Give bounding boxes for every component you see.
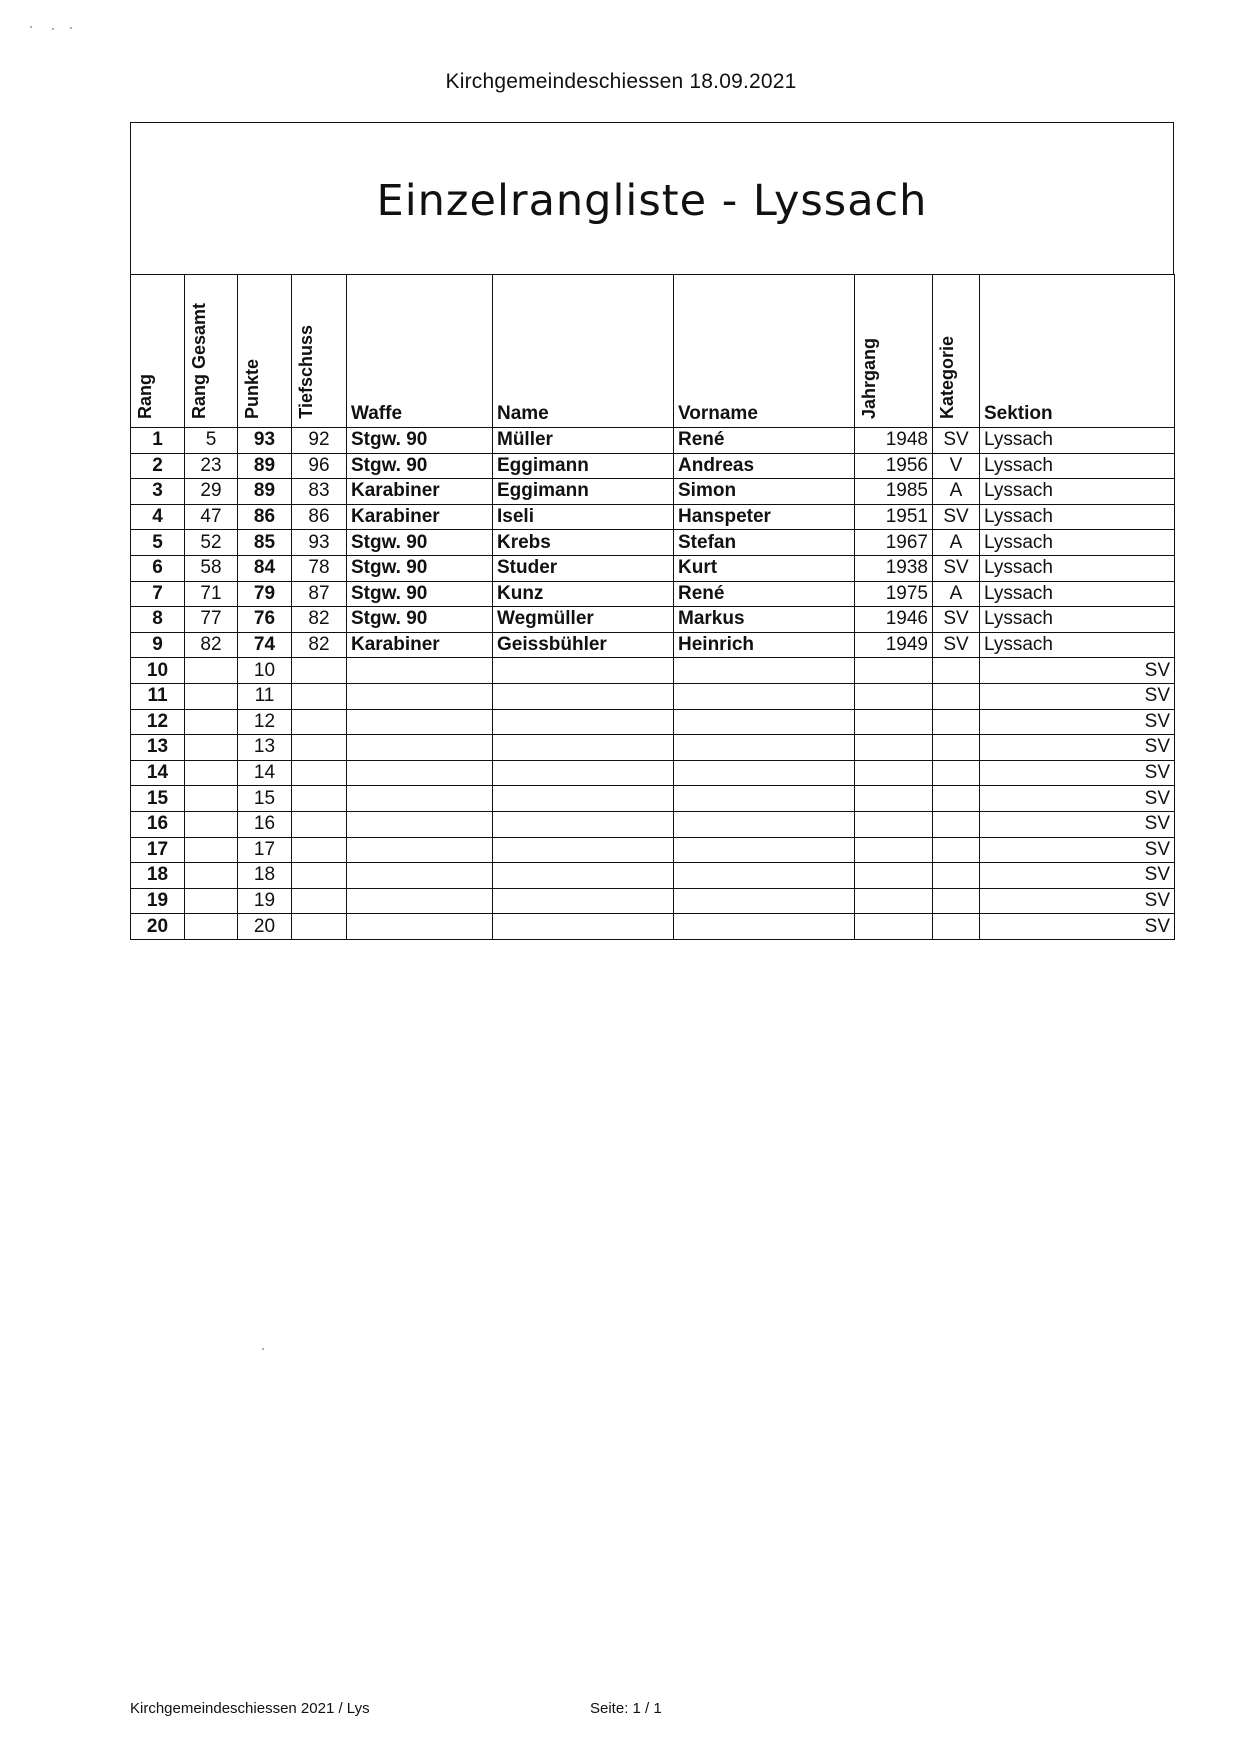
cell-kategorie bbox=[933, 709, 980, 735]
cell-vorname bbox=[674, 863, 855, 889]
cell-tiefschuss: 86 bbox=[292, 504, 347, 530]
cell-rang-gesamt: 71 bbox=[185, 581, 238, 607]
cell-sektion: SV bbox=[980, 683, 1175, 709]
footer-left: Kirchgemeindeschiessen 2021 / Lys bbox=[130, 1700, 370, 1717]
cell-waffe bbox=[347, 863, 493, 889]
cell-name: Iseli bbox=[493, 504, 674, 530]
cell-rang: 9 bbox=[131, 632, 185, 658]
cell-rang: 3 bbox=[131, 479, 185, 505]
cell-vorname: Andreas bbox=[674, 453, 855, 479]
cell-punkte: 86 bbox=[238, 504, 292, 530]
cell-rang-gesamt: 77 bbox=[185, 607, 238, 633]
col-header-rang-gesamt: Rang Gesamt bbox=[185, 275, 238, 428]
cell-jahrgang bbox=[855, 863, 933, 889]
cell-rang-gesamt bbox=[185, 683, 238, 709]
cell-jahrgang: 1946 bbox=[855, 607, 933, 633]
cell-name: Krebs bbox=[493, 530, 674, 556]
cell-rang-gesamt bbox=[185, 863, 238, 889]
table-row bbox=[131, 760, 1175, 786]
cell-sektion: Lyssach bbox=[980, 504, 1175, 530]
cell-tiefschuss bbox=[292, 786, 347, 812]
cell-tiefschuss: 96 bbox=[292, 453, 347, 479]
cell-punkte: 17 bbox=[238, 837, 292, 863]
cell-jahrgang bbox=[855, 811, 933, 837]
cell-rang: 6 bbox=[131, 555, 185, 581]
cell-kategorie bbox=[933, 811, 980, 837]
cell-waffe bbox=[347, 811, 493, 837]
cell-tiefschuss: 92 bbox=[292, 428, 347, 454]
cell-jahrgang: 1948 bbox=[855, 428, 933, 454]
cell-sektion: SV bbox=[980, 760, 1175, 786]
cell-sektion: SV bbox=[980, 735, 1175, 761]
table-row bbox=[131, 837, 1175, 863]
cell-waffe: Stgw. 90 bbox=[347, 428, 493, 454]
cell-sektion: SV bbox=[980, 786, 1175, 812]
cell-sektion: SV bbox=[980, 914, 1175, 940]
cell-kategorie: A bbox=[933, 479, 980, 505]
cell-sektion: SV bbox=[980, 863, 1175, 889]
table-row bbox=[131, 735, 1175, 761]
cell-kategorie bbox=[933, 658, 980, 684]
cell-waffe bbox=[347, 735, 493, 761]
cell-rang: 16 bbox=[131, 811, 185, 837]
cell-jahrgang: 1967 bbox=[855, 530, 933, 556]
cell-name bbox=[493, 863, 674, 889]
cell-kategorie bbox=[933, 863, 980, 889]
cell-vorname: Kurt bbox=[674, 555, 855, 581]
cell-name: Eggimann bbox=[493, 479, 674, 505]
cell-sektion: Lyssach bbox=[980, 428, 1175, 454]
cell-waffe: Stgw. 90 bbox=[347, 555, 493, 581]
cell-rang-gesamt bbox=[185, 658, 238, 684]
cell-tiefschuss bbox=[292, 709, 347, 735]
cell-vorname bbox=[674, 760, 855, 786]
cell-tiefschuss: 93 bbox=[292, 530, 347, 556]
cell-rang: 18 bbox=[131, 863, 185, 889]
cell-rang-gesamt: 82 bbox=[185, 632, 238, 658]
cell-waffe: Karabiner bbox=[347, 504, 493, 530]
scan-speck bbox=[262, 1348, 264, 1350]
cell-name bbox=[493, 735, 674, 761]
cell-tiefschuss bbox=[292, 658, 347, 684]
col-header-tiefschuss: Tiefschuss bbox=[292, 275, 347, 428]
cell-rang-gesamt bbox=[185, 760, 238, 786]
header-row bbox=[131, 275, 1175, 428]
table-row bbox=[131, 632, 1175, 658]
cell-waffe bbox=[347, 837, 493, 863]
cell-vorname bbox=[674, 837, 855, 863]
cell-name: Wegmüller bbox=[493, 607, 674, 633]
cell-rang-gesamt: 52 bbox=[185, 530, 238, 556]
cell-kategorie: A bbox=[933, 530, 980, 556]
cell-kategorie: V bbox=[933, 453, 980, 479]
cell-waffe: Stgw. 90 bbox=[347, 453, 493, 479]
cell-name bbox=[493, 760, 674, 786]
cell-jahrgang bbox=[855, 658, 933, 684]
cell-name: Kunz bbox=[493, 581, 674, 607]
cell-kategorie: SV bbox=[933, 504, 980, 530]
scan-speck bbox=[30, 26, 32, 28]
cell-vorname bbox=[674, 888, 855, 914]
cell-sektion: Lyssach bbox=[980, 607, 1175, 633]
cell-kategorie bbox=[933, 683, 980, 709]
table-row bbox=[131, 786, 1175, 812]
cell-sektion: SV bbox=[980, 811, 1175, 837]
cell-rang-gesamt: 47 bbox=[185, 504, 238, 530]
cell-jahrgang: 1956 bbox=[855, 453, 933, 479]
cell-tiefschuss: 82 bbox=[292, 607, 347, 633]
cell-rang: 8 bbox=[131, 607, 185, 633]
cell-waffe bbox=[347, 709, 493, 735]
cell-sektion: Lyssach bbox=[980, 479, 1175, 505]
cell-punkte: 79 bbox=[238, 581, 292, 607]
table-row bbox=[131, 453, 1175, 479]
cell-punkte: 19 bbox=[238, 888, 292, 914]
col-header-waffe: Waffe bbox=[347, 275, 493, 428]
cell-waffe bbox=[347, 683, 493, 709]
cell-rang-gesamt bbox=[185, 837, 238, 863]
table-row bbox=[131, 863, 1175, 889]
cell-jahrgang: 1949 bbox=[855, 632, 933, 658]
ranking-body bbox=[131, 428, 1175, 940]
col-header-vorname: Vorname bbox=[674, 275, 855, 428]
cell-sektion: Lyssach bbox=[980, 581, 1175, 607]
cell-sektion: SV bbox=[980, 837, 1175, 863]
cell-rang: 19 bbox=[131, 888, 185, 914]
table-row bbox=[131, 607, 1175, 633]
table-row bbox=[131, 581, 1175, 607]
cell-vorname: Stefan bbox=[674, 530, 855, 556]
cell-kategorie bbox=[933, 760, 980, 786]
cell-name bbox=[493, 837, 674, 863]
cell-punkte: 10 bbox=[238, 658, 292, 684]
cell-name: Müller bbox=[493, 428, 674, 454]
cell-rang-gesamt bbox=[185, 811, 238, 837]
cell-tiefschuss bbox=[292, 914, 347, 940]
cell-punkte: 14 bbox=[238, 760, 292, 786]
cell-name: Studer bbox=[493, 555, 674, 581]
cell-waffe: Karabiner bbox=[347, 632, 493, 658]
cell-rang-gesamt: 58 bbox=[185, 555, 238, 581]
cell-jahrgang: 1985 bbox=[855, 479, 933, 505]
cell-vorname: Simon bbox=[674, 479, 855, 505]
cell-vorname: René bbox=[674, 581, 855, 607]
cell-vorname bbox=[674, 709, 855, 735]
cell-jahrgang bbox=[855, 683, 933, 709]
cell-sektion: Lyssach bbox=[980, 530, 1175, 556]
cell-kategorie bbox=[933, 837, 980, 863]
table-row bbox=[131, 658, 1175, 684]
cell-waffe: Karabiner bbox=[347, 479, 493, 505]
cell-rang-gesamt bbox=[185, 888, 238, 914]
cell-kategorie bbox=[933, 735, 980, 761]
cell-waffe: Stgw. 90 bbox=[347, 581, 493, 607]
cell-rang: 17 bbox=[131, 837, 185, 863]
cell-waffe bbox=[347, 760, 493, 786]
cell-tiefschuss: 82 bbox=[292, 632, 347, 658]
cell-waffe bbox=[347, 658, 493, 684]
cell-vorname bbox=[674, 735, 855, 761]
cell-tiefschuss bbox=[292, 760, 347, 786]
cell-sektion: SV bbox=[980, 658, 1175, 684]
cell-rang: 13 bbox=[131, 735, 185, 761]
cell-vorname: René bbox=[674, 428, 855, 454]
cell-kategorie bbox=[933, 914, 980, 940]
cell-tiefschuss bbox=[292, 683, 347, 709]
cell-tiefschuss: 87 bbox=[292, 581, 347, 607]
cell-name bbox=[493, 914, 674, 940]
cell-vorname bbox=[674, 811, 855, 837]
table-row bbox=[131, 555, 1175, 581]
cell-jahrgang bbox=[855, 914, 933, 940]
cell-sektion: Lyssach bbox=[980, 632, 1175, 658]
cell-jahrgang bbox=[855, 888, 933, 914]
ranking-title: Einzelrangliste - Lyssach bbox=[376, 175, 928, 226]
footer-page-number: Seite: 1 / 1 bbox=[590, 1700, 662, 1717]
cell-jahrgang bbox=[855, 735, 933, 761]
cell-tiefschuss: 83 bbox=[292, 479, 347, 505]
cell-rang-gesamt: 5 bbox=[185, 428, 238, 454]
cell-rang-gesamt bbox=[185, 735, 238, 761]
cell-tiefschuss bbox=[292, 837, 347, 863]
col-header-punkte: Punkte bbox=[238, 275, 292, 428]
col-header-name: Name bbox=[493, 275, 674, 428]
cell-rang: 15 bbox=[131, 786, 185, 812]
cell-jahrgang bbox=[855, 837, 933, 863]
cell-rang-gesamt bbox=[185, 786, 238, 812]
cell-sektion: Lyssach bbox=[980, 555, 1175, 581]
table-row bbox=[131, 914, 1175, 940]
cell-rang: 5 bbox=[131, 530, 185, 556]
cell-vorname bbox=[674, 658, 855, 684]
cell-vorname bbox=[674, 683, 855, 709]
cell-tiefschuss bbox=[292, 811, 347, 837]
cell-punkte: 74 bbox=[238, 632, 292, 658]
cell-punkte: 89 bbox=[238, 453, 292, 479]
cell-sektion: SV bbox=[980, 888, 1175, 914]
col-header-kategorie: Kategorie bbox=[933, 275, 980, 428]
cell-sektion: SV bbox=[980, 709, 1175, 735]
cell-kategorie: A bbox=[933, 581, 980, 607]
cell-punkte: 84 bbox=[238, 555, 292, 581]
cell-rang: 1 bbox=[131, 428, 185, 454]
cell-sektion: Lyssach bbox=[980, 453, 1175, 479]
table-row bbox=[131, 811, 1175, 837]
table-row bbox=[131, 683, 1175, 709]
table-row bbox=[131, 504, 1175, 530]
cell-rang-gesamt bbox=[185, 914, 238, 940]
cell-rang: 14 bbox=[131, 760, 185, 786]
cell-kategorie: SV bbox=[933, 632, 980, 658]
table-row bbox=[131, 428, 1175, 454]
cell-jahrgang bbox=[855, 709, 933, 735]
table-row bbox=[131, 479, 1175, 505]
cell-jahrgang: 1951 bbox=[855, 504, 933, 530]
ranking-table bbox=[130, 274, 1175, 940]
cell-jahrgang bbox=[855, 786, 933, 812]
cell-vorname: Hanspeter bbox=[674, 504, 855, 530]
title-box bbox=[130, 122, 1174, 274]
cell-name: Eggimann bbox=[493, 453, 674, 479]
cell-name bbox=[493, 888, 674, 914]
cell-vorname bbox=[674, 786, 855, 812]
cell-jahrgang bbox=[855, 760, 933, 786]
cell-kategorie bbox=[933, 888, 980, 914]
cell-tiefschuss: 78 bbox=[292, 555, 347, 581]
cell-rang-gesamt bbox=[185, 709, 238, 735]
cell-punkte: 15 bbox=[238, 786, 292, 812]
cell-waffe bbox=[347, 914, 493, 940]
cell-name bbox=[493, 658, 674, 684]
cell-punkte: 11 bbox=[238, 683, 292, 709]
document-header: Kirchgemeindeschiessen 18.09.2021 bbox=[445, 70, 797, 93]
scan-speck bbox=[52, 28, 54, 30]
cell-punkte: 85 bbox=[238, 530, 292, 556]
cell-punkte: 89 bbox=[238, 479, 292, 505]
table-row bbox=[131, 530, 1175, 556]
cell-punkte: 20 bbox=[238, 914, 292, 940]
cell-vorname bbox=[674, 914, 855, 940]
cell-name bbox=[493, 683, 674, 709]
cell-kategorie bbox=[933, 786, 980, 812]
cell-name bbox=[493, 786, 674, 812]
cell-vorname: Heinrich bbox=[674, 632, 855, 658]
cell-tiefschuss bbox=[292, 735, 347, 761]
cell-rang-gesamt: 29 bbox=[185, 479, 238, 505]
col-header-rang: Rang bbox=[131, 275, 185, 428]
cell-waffe bbox=[347, 888, 493, 914]
cell-rang: 11 bbox=[131, 683, 185, 709]
cell-waffe: Stgw. 90 bbox=[347, 607, 493, 633]
cell-name bbox=[493, 709, 674, 735]
table-row bbox=[131, 888, 1175, 914]
cell-rang: 12 bbox=[131, 709, 185, 735]
col-header-jahrgang: Jahrgang bbox=[855, 275, 933, 428]
cell-punkte: 12 bbox=[238, 709, 292, 735]
cell-tiefschuss bbox=[292, 888, 347, 914]
cell-rang: 7 bbox=[131, 581, 185, 607]
cell-name: Geissbühler bbox=[493, 632, 674, 658]
cell-punkte: 13 bbox=[238, 735, 292, 761]
cell-rang: 2 bbox=[131, 453, 185, 479]
cell-name bbox=[493, 811, 674, 837]
cell-waffe bbox=[347, 786, 493, 812]
cell-tiefschuss bbox=[292, 863, 347, 889]
cell-rang: 4 bbox=[131, 504, 185, 530]
ranking-sheet bbox=[130, 122, 1174, 940]
cell-punkte: 76 bbox=[238, 607, 292, 633]
cell-punkte: 16 bbox=[238, 811, 292, 837]
cell-rang: 10 bbox=[131, 658, 185, 684]
cell-waffe: Stgw. 90 bbox=[347, 530, 493, 556]
cell-kategorie: SV bbox=[933, 555, 980, 581]
scan-speck bbox=[70, 27, 72, 29]
cell-punkte: 93 bbox=[238, 428, 292, 454]
col-header-sektion: Sektion bbox=[980, 275, 1175, 428]
table-row bbox=[131, 709, 1175, 735]
cell-punkte: 18 bbox=[238, 863, 292, 889]
cell-jahrgang: 1938 bbox=[855, 555, 933, 581]
cell-rang: 20 bbox=[131, 914, 185, 940]
cell-vorname: Markus bbox=[674, 607, 855, 633]
cell-rang-gesamt: 23 bbox=[185, 453, 238, 479]
cell-kategorie: SV bbox=[933, 607, 980, 633]
cell-kategorie: SV bbox=[933, 428, 980, 454]
cell-jahrgang: 1975 bbox=[855, 581, 933, 607]
